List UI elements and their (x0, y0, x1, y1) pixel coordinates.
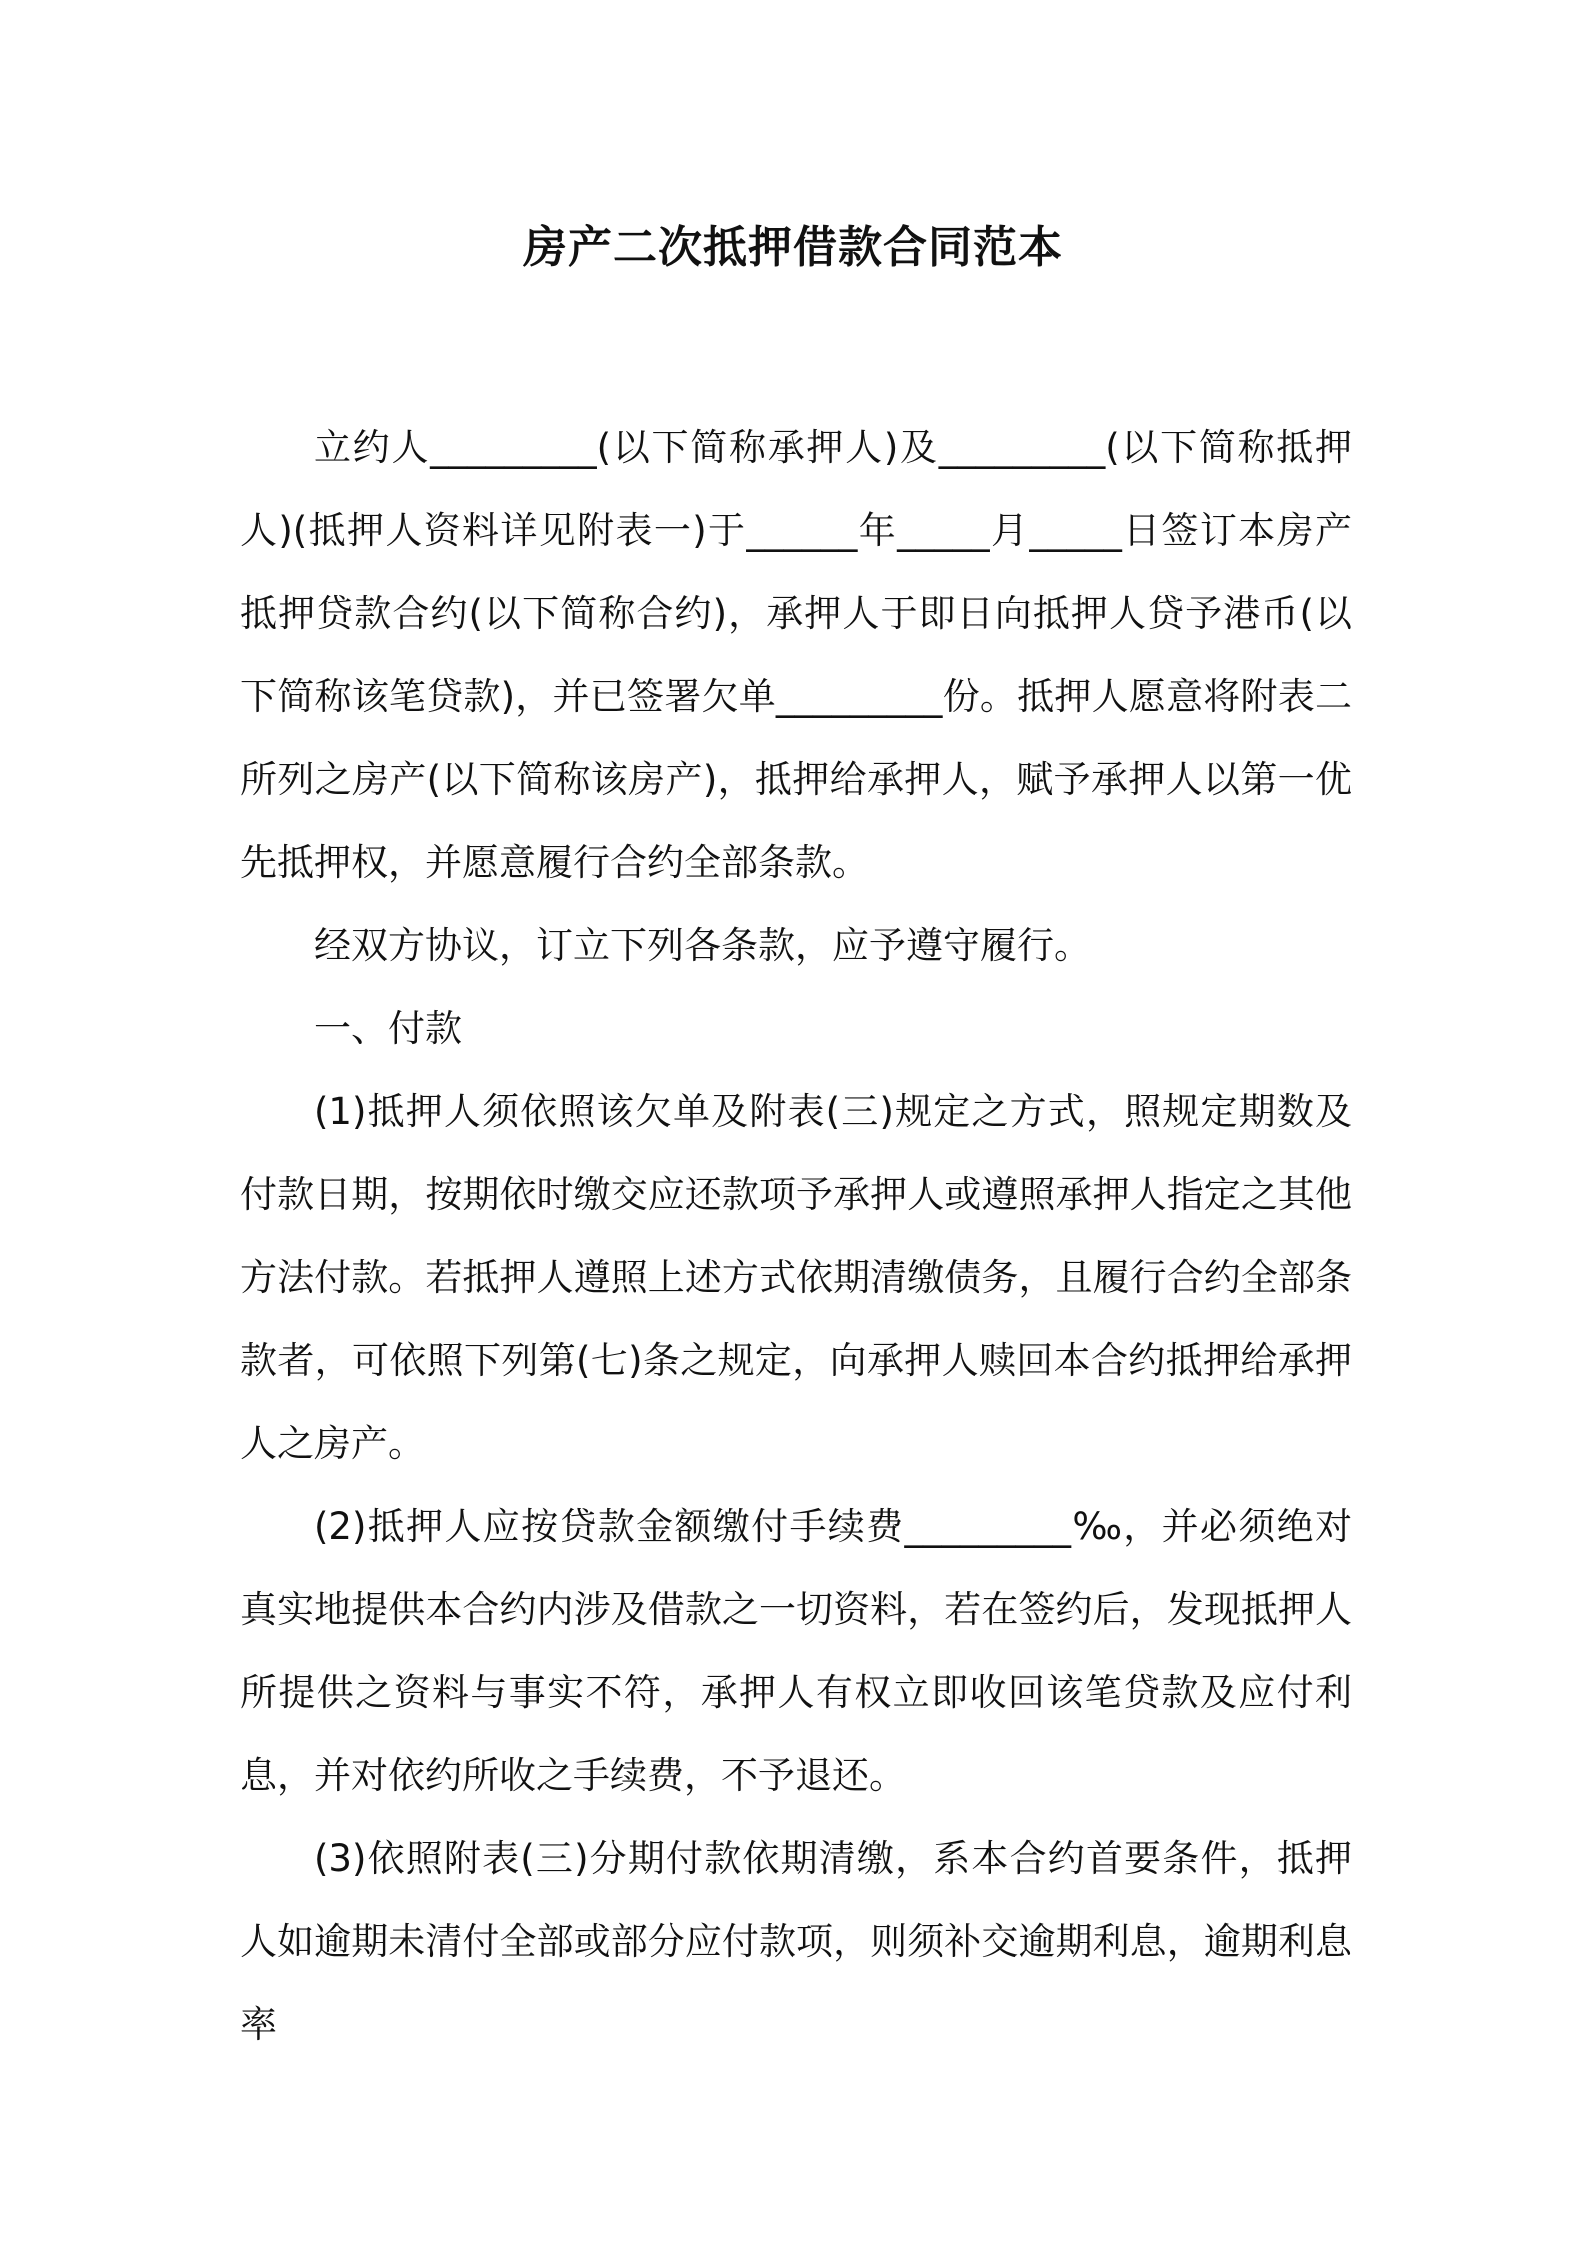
document-body (240, 406, 1352, 2066)
clause-3: (3)依照附表(三)分期付款依期清缴，系本合约首要条件，抵押人如逾期未清付全部或部分应付款项，则须补交逾期利息，逾期利息率 (240, 1837, 1352, 2046)
document-title: 房产二次抵押借款合同范本 (523, 222, 1063, 273)
clause-2: (2)抵押人应按贷款金额缴付手续费_________‰，并必须绝对真实地提供本合约内涉及借款之一切资料，若在签约后，发现抵押人所提供之资料与事实不符，承押人有权立即收回该笔贷款及应付利息，并对依约所收之手续费，不予退还。 (240, 1505, 1352, 1797)
clause-1: (1)抵押人须依照该欠单及附表(三)规定之方式，照规定期数及付款日期，按期依时缴交应还款项予承押人或遵照承押人指定之其他方法付款。若抵押人遵照上述方式依期清缴债务，且履行合约全部条款者，可依照下列第(七)条之规定，向承押人赎回本合约抵押给承押人之房产。 (240, 1090, 1352, 1465)
section-heading-payment: 一、付款 (314, 1007, 462, 1050)
paragraph-agreement: 经双方协议，订立下列各条款，应予遵守履行。 (314, 924, 1091, 967)
paragraph-parties: 立约人_________(以下简称承押人)及_________(以下简称抵押人)(抵押人资料详见附表一)于______年_____月_____日签订本房产抵押贷款合约(以下简称合约)，承押人于即日向抵押人贷予港币(以下简称该笔贷款)，并已签署欠单_________份。抵押人愿意将附表二所列之房产(以下简称该房产)，抵押给承押人，赋予承押人以第一优先抵押权，并愿意履行合约全部条款。 (240, 426, 1352, 884)
